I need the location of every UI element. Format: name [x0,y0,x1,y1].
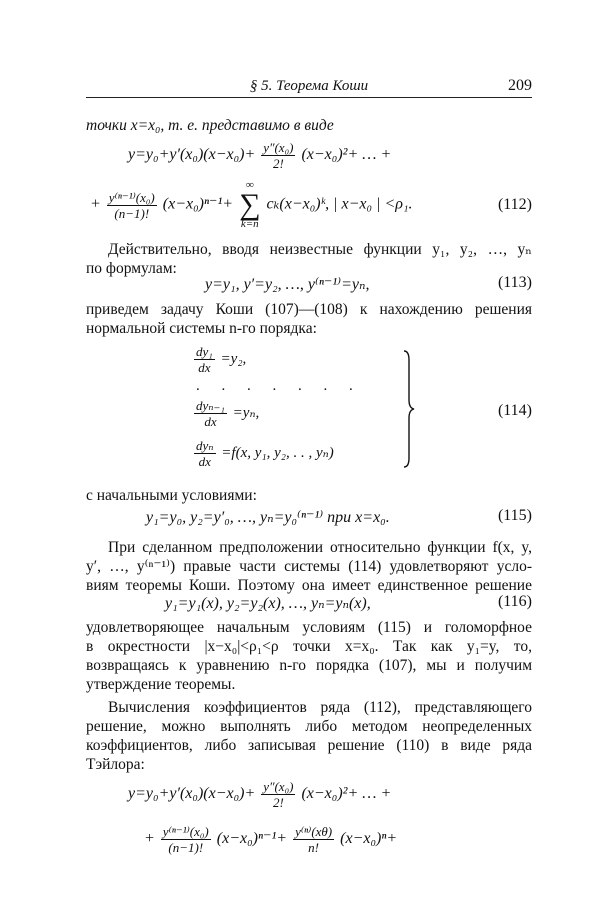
section-title: § 5. Теорема Коши [249,78,369,94]
paragraph-2-line1: приведем задачу Коши (107)—(108) к нахождению решения [86,301,532,318]
eq112-tail: (x−x₀)²+ … + [301,146,392,164]
paragraph-4-line1: При сделанном предположении относительно функции f(x, y, [108,539,532,556]
taylor-mid: (x−x₀)ⁿ⁻¹+ [216,830,288,848]
paragraph-6-line4: Тэйлора: [86,756,145,773]
row3-rhs: =f(x, y₁, y₂, . . , yₙ) [221,444,334,461]
paragraph-5-line1: удовлетворяющее начальным условиям (115) и голоморфное [86,619,532,636]
eq112-frac-denominator: 2! [272,156,284,171]
system-dots: . . . . . . . [196,378,362,394]
paragraph-6-line1: Вычисления коэффициентов ряда (112), представляющего [108,699,532,716]
eq112-frac2-denominator: (n−1)! [114,205,150,221]
intro-line: точки x=x₀, т. е. представимо в виде [86,117,334,134]
paragraph-6-line2: решение, можно выполнять либо методом неопределенных [86,718,532,735]
taylor-plus: + [144,830,155,848]
paragraph-2-line2: нормальной системы n-го порядка: [86,320,317,337]
paragraph-5-line3: возвращаясь к уравнению n-го порядка (107), мы и получим [86,657,532,674]
running-head [86,76,532,98]
taylor-frac1-numerator: y″(x₀) [263,779,294,794]
header-rule [86,97,532,98]
row1-fraction [194,344,215,375]
paragraph-1-line1: Действительно, вводя неизвестные функции y₁, y₂, …, yₙ [108,241,532,258]
eq112-plus: + [90,195,101,213]
eq112-fraction-2 [107,190,157,221]
paragraph-4-line3: виям теоремы Коши. Поэтому она имеет единственное решение [86,577,532,594]
row1-numerator: dy₁ [196,344,213,359]
taylor-fraction-1 [261,779,295,810]
taylor-tail-1: (x−x₀)²+ … + [301,785,392,803]
row1-denominator: dx [198,360,211,375]
equation-112-line1 [128,140,391,171]
eq112-fraction [261,140,295,171]
taylor-equation-line2 [144,824,397,855]
sum-upper-limit: ∞ [245,179,254,191]
paragraph-1-line2: по формулам: [86,260,177,277]
equation-115: y₁=y₀, y₂=y′₀, …, yₙ=y₀⁽ⁿ⁻¹⁾ при x=x₀. [146,509,390,526]
row2-rhs: =yₙ, [232,404,260,421]
sum-lower-limit: k=n [240,218,259,230]
row2-denominator: dx [204,414,217,429]
row1-rhs: =y₂, [220,350,247,367]
equation-number-113: (113) [497,274,532,291]
equation-116: y₁=y₁(x), y₂=y₂(x), …, yₙ=yₙ(x), [165,595,371,612]
equation-number-114: (114) [497,402,532,419]
eq112-frac-numerator: y″(x₀) [263,140,294,155]
eq112-lhs: y=y₀+y′(x₀)(x−x₀)+ [128,146,256,164]
taylor-lhs: y=y₀+y′(x₀)(x−x₀)+ [128,785,256,803]
taylor-frac3-numerator: y⁽ⁿ⁾(xθ) [295,824,333,839]
taylor-tail-2: (x−x₀)ⁿ+ [340,830,398,848]
taylor-frac1-denominator: 2! [272,795,284,810]
row3-fraction [194,438,216,469]
paragraph-5-line4: утверждение теоремы. [86,676,236,693]
taylor-fraction-3 [293,824,334,855]
taylor-frac2-denominator: (n−1)! [168,840,204,855]
system-row-3 [192,438,334,469]
paragraph-3: с начальными условиями: [86,487,257,504]
row3-denominator: dx [198,454,211,469]
eq112-tail-2: cₖ(x−x₀)ᵏ, | x−x₀ | <ρ₁. [266,195,413,213]
system-row-1 [192,344,246,375]
paragraph-4-line2: y′, …, y⁽ⁿ⁻¹⁾) правые части системы (114) удовлетворяют усло- [86,558,532,575]
eq112-mid: (x−x₀)ⁿ⁻¹+ [162,195,234,213]
page-number: 209 [508,77,532,94]
row2-numerator: dyₙ₋₁ [196,398,225,413]
equation-113: y=y₁, y′=y₂, …, y⁽ⁿ⁻¹⁾=yₙ, [205,276,370,293]
taylor-frac2-numerator: y⁽ⁿ⁻¹⁾(x₀) [162,824,209,839]
equation-number-115: (115) [497,507,532,524]
sigma-icon: ∑ [239,188,261,221]
equation-112-line2 [90,180,413,230]
paragraph-6-line3: коэффициентов, либо записывая решение (110) в виде ряда [86,737,532,754]
row3-numerator: dyₙ [196,438,214,453]
eq112-frac2-numerator: y⁽ⁿ⁻¹⁾(x₀) [108,189,155,205]
summation-sign [239,180,260,230]
paragraph-5-line2: в окрестности |x−x₀|<ρ₁<ρ точки x=x₀. Так как y₁=y, то, [86,638,532,655]
system-row-2 [192,398,259,429]
taylor-fraction-2 [161,824,211,855]
right-brace-icon [403,350,415,468]
taylor-equation-line1 [128,779,391,810]
taylor-frac3-denominator: n! [308,840,320,855]
row2-fraction [194,398,227,429]
equation-number-112: (112) [497,196,532,213]
equation-number-116: (116) [497,593,532,610]
